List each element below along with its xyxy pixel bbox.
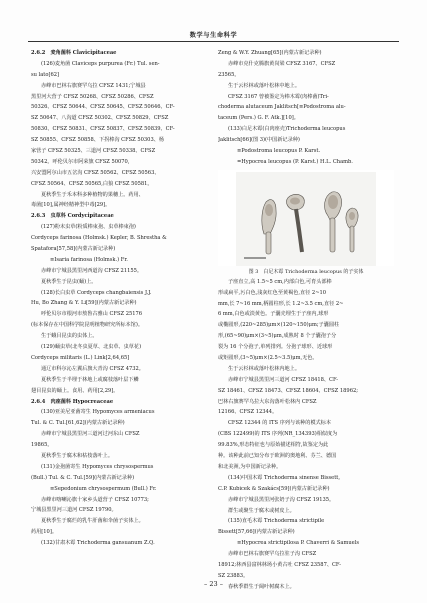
text-line: 99.83%,形态特征也与原始描述相符,故鉴定为此 [218, 442, 329, 449]
text-line: 50830、CFSZ 50831、CFSZ 50837、CFSZ 50839、CF- [31, 126, 175, 133]
text-line: 生于蛾目昆虫的虫体上。 [41, 333, 98, 340]
text-line: CFSZ 50564、CFSZ 50565,白狼 CFSZ 50581。 [31, 180, 153, 187]
text-line: (126)麦角菌 Claviceps purpurea (Fr.) Tul. sen- [41, 60, 160, 67]
left-column [31, 48, 207, 549]
text-line: ≡Hypocrea strictipilosa P. Chaverri & Samuels [237, 540, 360, 547]
running-head: 数学与生命科学 [189, 32, 238, 39]
text-line: 通辽市科尔沁左翼后旗大青沟 CFSZ 4732。 [41, 365, 144, 372]
text-line: 赤峰市巴林右旗赛罕乌拉 CFSZ 1431;宁城县 [41, 82, 146, 89]
text-line: 呼伦贝尔市根河市敖鲁古雅山 CFSZ 25176 [41, 311, 143, 318]
section-heading: 2.6.3 虫草科 Cordycipitaceae [31, 213, 114, 220]
text-line: mm,长 7~16 mm,柄圆柱形,长 1.2~3.5 cm,直径 2~ [218, 300, 344, 307]
text-line: CFSZ 12344 的 ITS 序列与该种的模式标本 [228, 420, 332, 427]
text-line: SZ 23883。 [218, 572, 249, 579]
page-number: – 23 – [204, 580, 223, 588]
text-line: 赤峰市巴林右旗赛罕乌拉驻子沟 CFSZ [228, 551, 317, 558]
text-line: (132)甘肃木霉 Trichoderma gansuanum Z.Q. [41, 540, 155, 547]
text-line: 6 mm,白色或淡黄色。子囊壳埋生于子座内,球形 [218, 311, 329, 318]
text-line: 夏秋季生于昆虫(蛹)上。 [41, 278, 97, 285]
text-line: 12166、CFSZ 12344。 [218, 409, 278, 416]
text-line: 赤峰市克什克腾旗黄岗梁 CFSZ 3167、CFSZ [228, 60, 336, 67]
text-line: Jaklitsch[66](图 3)(中国新记录种) [218, 137, 300, 144]
text-line: 药用[10]。 [31, 529, 57, 536]
text-line: Zeng & W.Y. Zhuang[65](内蒙古新记录种) [218, 50, 322, 56]
text-line: su lato[62] [31, 71, 60, 78]
text-line: 兴安盟阿尔山市五岔沟 CFSZ 50562、CFSZ 50563、 [31, 169, 160, 176]
text-line: 赤峰市宁城县黑里河三道河 CFSZ 18418、CF- [228, 376, 339, 383]
text-line: 生于云杉林或落叶松林中地上。 [228, 82, 300, 89]
text-line: 赤峰市宁城县黑里河三道河过河东山 CFSZ [41, 431, 140, 438]
text-line: 形,(65~90)μm×(3~5)μm,成熟时 8 个子囊孢子分 [218, 333, 337, 340]
text-line: 19865。 [31, 442, 53, 449]
text-line: 或矩圆形,(3~5)μm×(2.5~3.5)μm,无色。 [218, 355, 318, 362]
header-rule [28, 41, 399, 42]
text-line: 夏秋季生于半埋于林地上或腐枝落叶层下鳞 [41, 376, 139, 383]
text-line: (CBS 122499)的 ITS 序列(NR_134393)相似度为 [218, 431, 338, 438]
right-column-top [218, 48, 394, 168]
fruiting-body-photo [236, 172, 376, 266]
text-line: 50326、CFSZ 50644、CFSZ 50645、CFSZ 50646、CF- [31, 104, 175, 111]
text-line: CFSZ 3167 曾被鉴定为棒木霉(肉棒菌)Tri- [228, 93, 329, 100]
right-column [218, 48, 394, 593]
text-line: C.P. Kubicek & Szakács[59](内蒙古新记录种) [218, 485, 330, 492]
right-column-bottom [218, 277, 394, 593]
text-line: 翅目昆虫的蛹上。食用、药用[2,29]。 [31, 387, 119, 394]
text-line: 50342。呼伦贝尔市阿荣旗 CFSZ 50070, [31, 158, 130, 165]
text-line: 赤峰市宁城县黑里河西道沟 CFSZ 21155。 [41, 267, 143, 274]
text-line: choderma alutaceum Jaklitsch[≡Podostroma alu- [218, 104, 346, 111]
figure-caption: 图 3 白足木霉 Trichoderma leucopus 的子实体 [248, 268, 364, 275]
text-line: 黑里河大营子 CFSZ 50268、CFSZ 50286、CFSZ [31, 93, 154, 100]
text-line: (Bull.) Tul. & C. Tul.[59](内蒙古新记录种) [31, 474, 135, 481]
text-line: 夏秋季生于腐烂的乳牛肝菌和伞菌子实体上。 [41, 518, 144, 525]
text-line: ≡Isaria farinosa (Holmsk.) Fr. [50, 256, 128, 263]
text-line: 裂为 16 个分孢子,单列排列。分孢子球形、近球形 [218, 344, 333, 351]
text-line: SZ 50855、CFSZ 50858、下拐棒沟 CFSZ 50303、杨 [31, 137, 165, 144]
text-line: 夏秋季生于腐木和枯枝落叶上。 [41, 452, 113, 459]
text-line: 夏秋季生于禾本科多种植物的果穗上。药用、 [41, 191, 144, 198]
text-line: (130)亚美尼亚菌寄生 Hypomyces armeniacus [41, 409, 155, 416]
text-line: 种。该种此前已知分布于欧洲的奥地利、芬兰、德国 [218, 453, 337, 460]
figure-3 [218, 170, 394, 266]
text-line: 宁城县黑里河三道河 CFSZ 19790。 [31, 507, 117, 514]
text-line: (135)直毛木霉 Trichoderma strictipile [228, 518, 325, 525]
text-line: 或椭圆形,(220~285)μm×(120~150)μm;子囊圆柱 [218, 322, 340, 329]
text-line: 巴林右旗赛罕乌拉大东沟落叶松林内 CFSZ [218, 398, 317, 405]
text-line: Hu, Bo Zhang & Y. Li[59](内蒙古新记录种) [31, 300, 137, 307]
text-line: Spatafora[57,58](内蒙古新记录种) [31, 246, 116, 253]
text-line: 赤峰市喀喇沁旗十家乡头道营子 CFSZ 10773; [41, 496, 149, 503]
text-line: Tul. & C. Tul.[61,62](内蒙古新记录种) [31, 420, 125, 427]
text-line: =Hypocrea leucopus (P. Karst.) H.L. Chamb. [237, 158, 353, 165]
text-line: 生于云杉林或落叶松林内地上。 [228, 365, 300, 372]
text-line: 18912;林西县富林林场小黄古吐 CFSZ 23587、CF- [218, 561, 341, 568]
text-line: SZ 18461、CFSZ 18473、CFSZ 18604、CFSZ 18962; [218, 387, 358, 394]
text-line: taceum (Pers.) G. F. Atk.][10]。 [218, 115, 299, 122]
text-line: Cordyceps farinosa (Holmsk.) Kepler, B. Shrestha & [31, 235, 167, 242]
text-line: (128)长白虫草 Cordyceps changbaiensis J.J. [41, 289, 152, 296]
text-line: 子座直立,高 1.5~5 cm,内部白色,可育头部棒 [228, 278, 332, 285]
text-line: (标本保存在中国科学院昆明植物研究所标本馆)。 [31, 322, 143, 329]
text-line: 赤峰市宁城县黑里河张奶子沟 CFSZ 19135。 [228, 496, 335, 503]
section-heading: 2.6.4 肉座菌科 Hypocreaceae [31, 398, 114, 405]
text-line: (134)中国木霉 Trichoderma sinense Bissett, [228, 474, 340, 481]
text-line: (131)金孢菌寄生 Hypomyces chrysospermus [41, 463, 154, 470]
text-line: 毒菌[10],属神经精神型中毒[29]。 [31, 202, 111, 209]
text-line: 春秋季群生于阔叶树腐木上。 [228, 583, 295, 590]
text-line: Bissett[57,66](内蒙古新记录种) [218, 529, 295, 536]
section-heading: 2.6.2 麦角菌科 Clavicipitaceae [31, 50, 117, 56]
text-line: 群生或聚生于腐木或树皮上。 [228, 507, 295, 514]
text-line: SZ 50647、八沟道 CFSZ 50302、CFSZ 50829、CFSZ [31, 115, 169, 122]
text-line: 和北美洲,为中国新记录种。 [218, 463, 282, 470]
text-line: Cordyceps militaris (L.) Link[2,64,65] [31, 354, 130, 361]
text-line: ≡Sepedonium chrysospermum (Bull.) Fr. [50, 485, 157, 492]
text-line: (127)粉末虫草(粉质棒束孢、虫草棒束孢) [41, 224, 136, 231]
text-line: ≡Podostroma leucopus P. Karst. [237, 148, 321, 155]
text-line: 23565。 [218, 71, 240, 78]
text-line: 家营子 CFSZ 50325、三道河 CFSZ 50338、CFSZ [31, 148, 156, 155]
text-line: (129)蛹虫草(北冬虫夏草、北虫草、虫草花) [41, 344, 142, 351]
text-line: 形或扁平,污白色,浅灰红色至黄褐色,直径 2~10 [218, 289, 327, 296]
text-line: (133)白足木霉(白肉座壳)Trichoderma leucopus [228, 126, 346, 133]
